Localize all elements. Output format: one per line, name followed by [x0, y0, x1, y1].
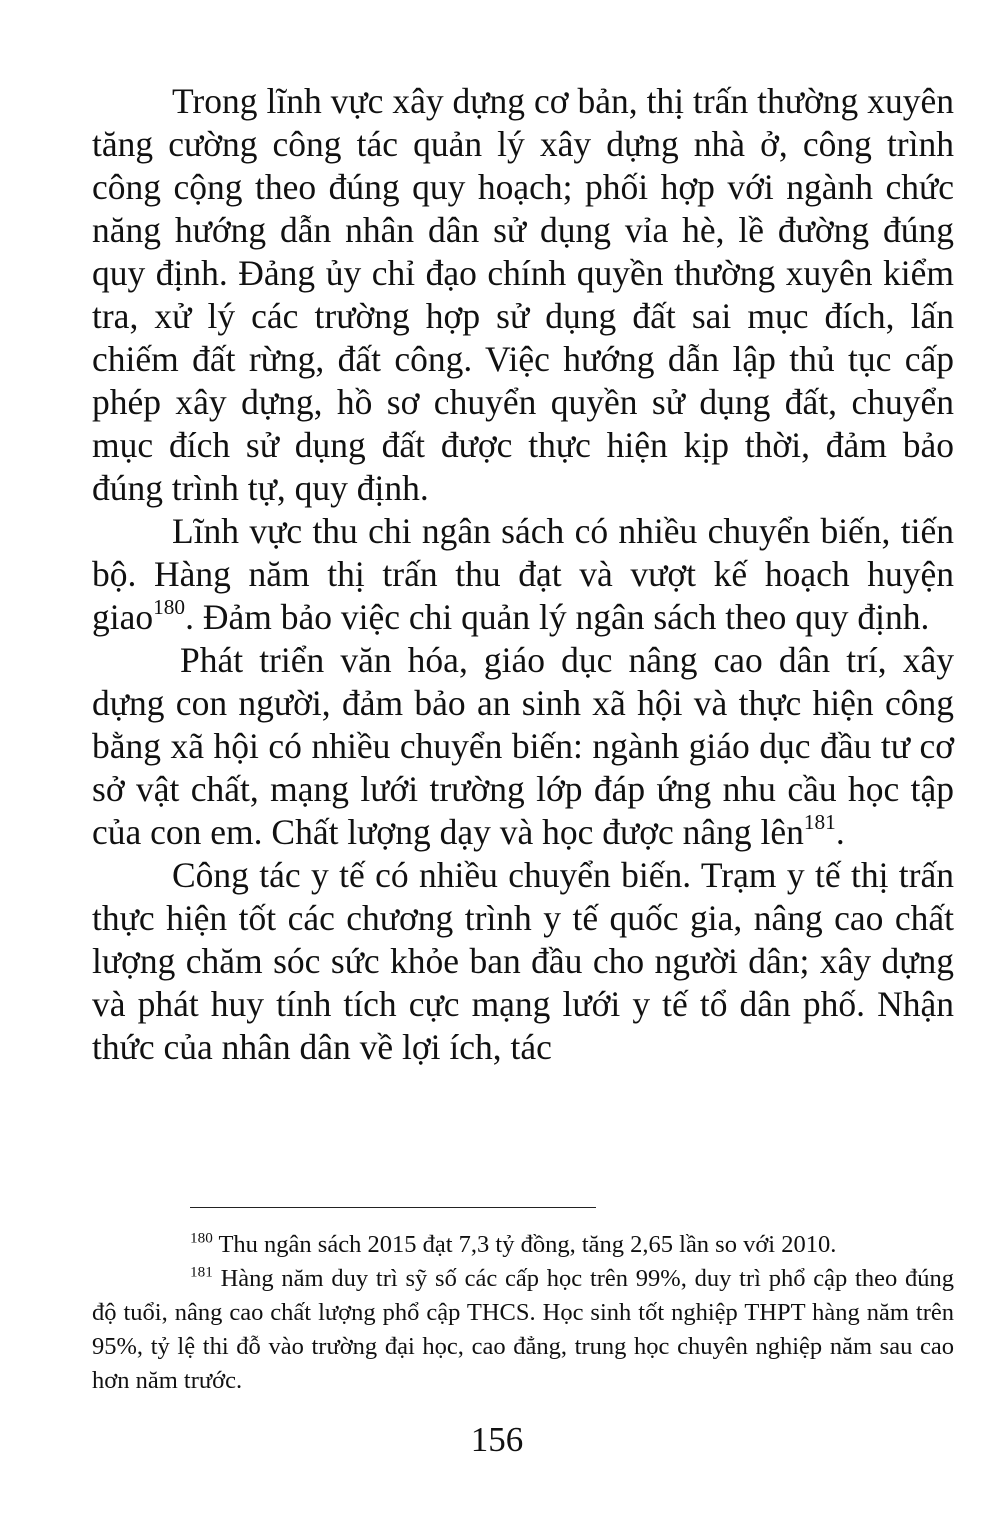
- body-text: [92, 80, 954, 1069]
- footnote-180: [92, 1228, 954, 1262]
- paragraph-healthcare: [92, 854, 954, 1069]
- paragraph-text: .: [835, 812, 845, 852]
- paragraph-text: Trong lĩnh vực xây dựng cơ bản, thị trấn thường xuyên tăng cường công tác quản lý xây dựng nhà ở, công trình công cộng theo đúng quy hoạch; phối hợp với ngành chức năng hướng dẫn nhân dân sử dụng vỉa hè, lề đường đúng quy định. Đảng ủy chỉ đạo chính quyền thường xuyên kiểm tra, xử lý các trường hợp sử dụng đất sai mục đích, lấn chiếm đất rừng, đất công. Việc hướng dẫn lập thủ tục cấp phép xây dựng, hồ sơ chuyển quyền sử dụng đất, chuyển mục đích sử dụng đất được thực hiện kịp thời, đảm bảo đúng trình tự, quy định.: [92, 81, 954, 508]
- footnote-number: 181: [190, 1263, 213, 1281]
- footnote-text: Hàng năm duy trì sỹ số các cấp học trên 99%, duy trì phổ cập theo đúng độ tuổi, nâng cao chất lượng phổ cập THCS. Học sinh tốt nghiệp THPT hàng năm trên 95%, tỷ lệ thi đỗ vào trường đại học, cao đẳng, trung học chuyên nghiệp năm sau cao hơn năm trước.: [92, 1265, 954, 1394]
- footnote-reference: 180: [153, 595, 186, 620]
- paragraph-culture-education: [92, 639, 954, 854]
- footnote-text: Thu ngân sách 2015 đạt 7,3 tỷ đồng, tăng 2,65 lần so với 2010.: [212, 1231, 837, 1258]
- paragraph-text: Phát triển văn hóa, giáo dục nâng cao dân trí, xây dựng con người, đảm bảo an sinh xã hội và thực hiện công bằng xã hội có nhiều chuyển biến: ngành giáo dục đầu tư cơ sở vật chất, mạng lưới trường lớp đáp ứng nhu cầu học tập của con em. Chất lượng dạy và học được nâng lên: [92, 640, 954, 852]
- footnote-separator: [190, 1207, 596, 1208]
- footnotes: [92, 1228, 954, 1398]
- page-number: 156: [470, 1420, 524, 1459]
- paragraph-text: . Đảm bảo việc chi quản lý ngân sách theo quy định.: [185, 597, 930, 637]
- paragraph-text: Công tác y tế có nhiều chuyển biến. Trạm y tế thị trấn thực hiện tốt các chương trình y tế quốc gia, nâng cao chất lượng chăm sóc sức khỏe ban đầu cho người dân; xây dựng và phát huy tính tích cực mạng lưới y tế tổ dân phố. Nhận thức của nhân dân về lợi ích, tác: [92, 855, 954, 1067]
- footnote-reference: 181: [803, 810, 836, 835]
- footnote-181: [92, 1262, 954, 1398]
- paragraph-construction: [92, 80, 954, 510]
- footnote-number: 180: [190, 1229, 213, 1247]
- paragraph-text: Lĩnh vực thu chi ngân sách có nhiều chuyển biến, tiến bộ. Hàng năm thị trấn thu đạt và vượt kế hoạch huyện giao: [92, 511, 954, 637]
- paragraph-budget: [92, 510, 954, 639]
